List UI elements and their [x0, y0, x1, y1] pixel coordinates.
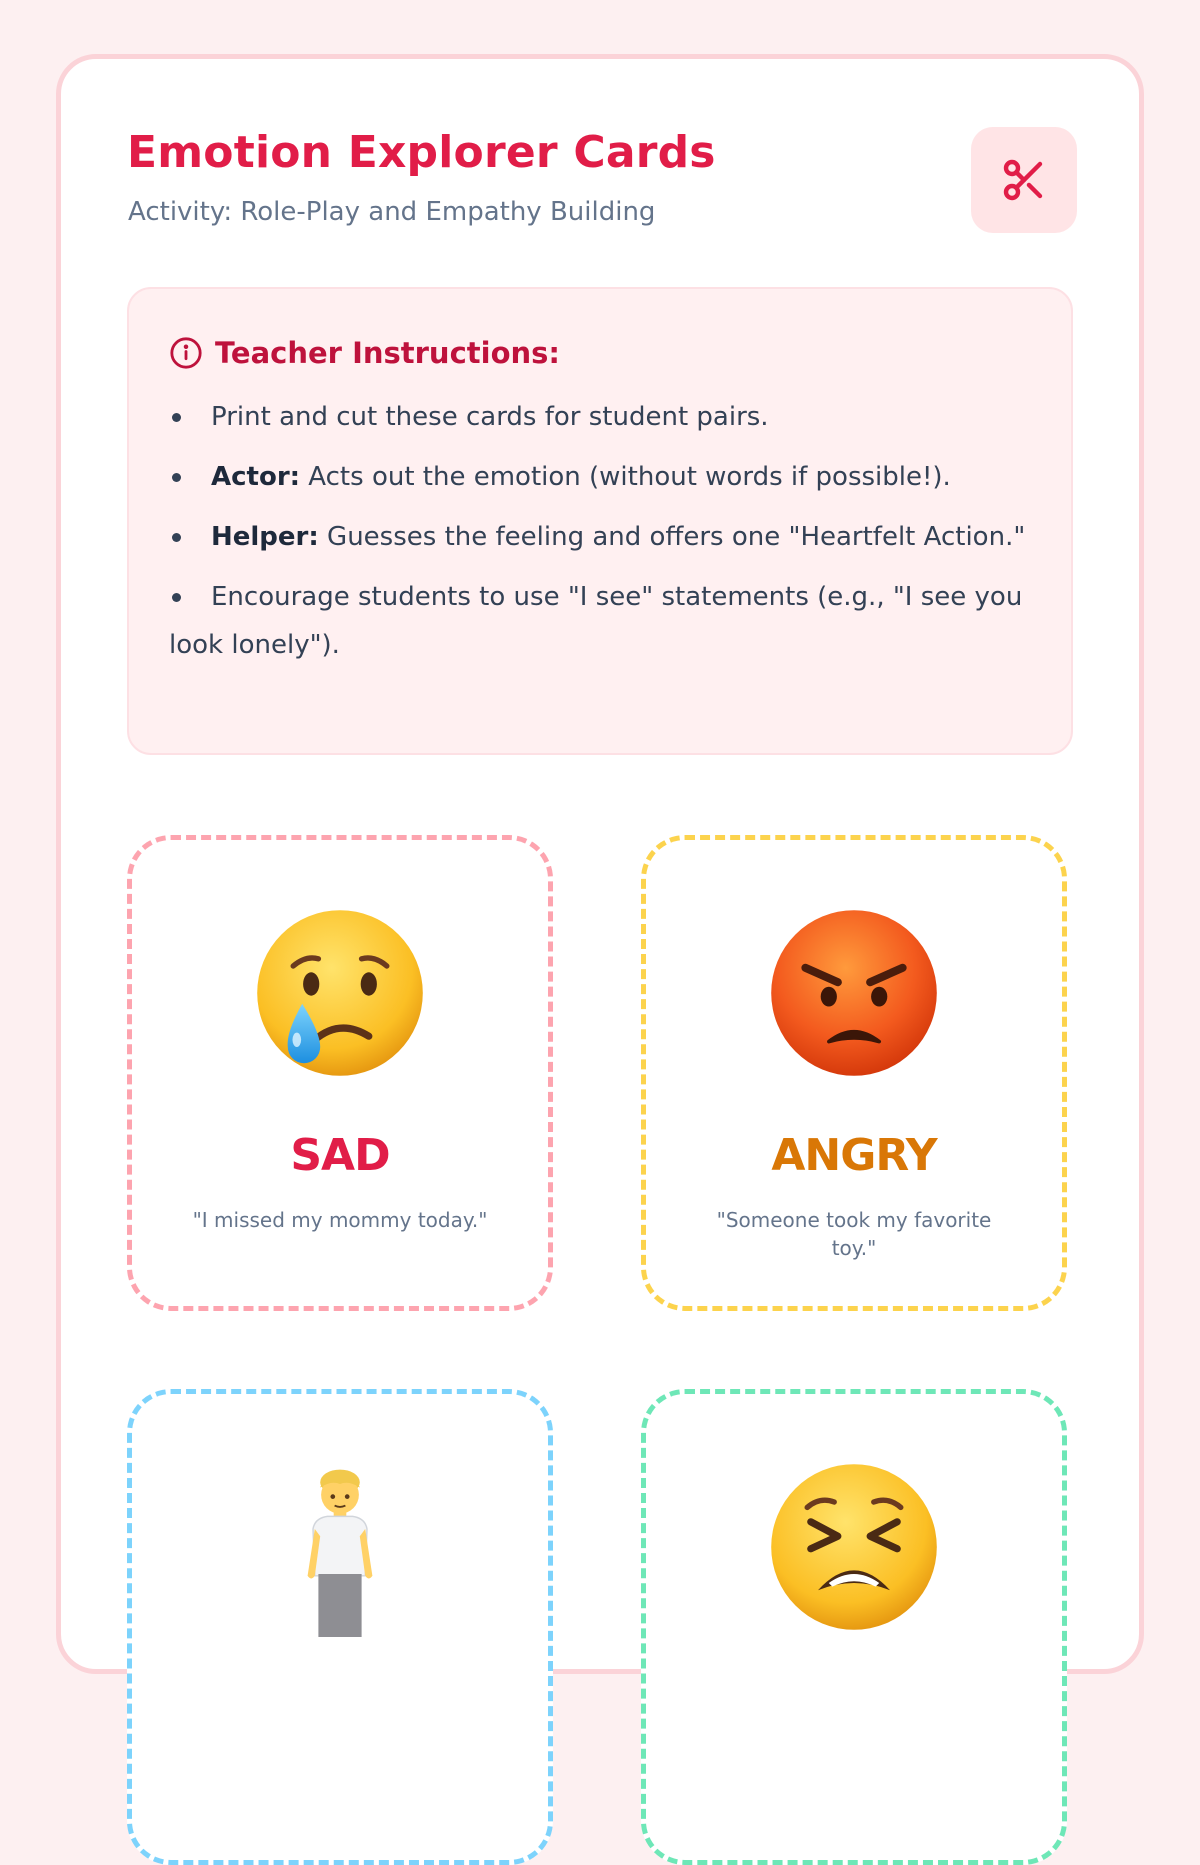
instruction-text: Acts out the emotion (without words if possible!).	[300, 462, 951, 492]
activity-sheet	[56, 54, 1144, 1674]
instructions-list	[169, 393, 1039, 681]
standing-person-icon	[250, 1457, 430, 1637]
emotion-label: ANGRY	[771, 1130, 937, 1181]
emotion-card-lonely[interactable]	[127, 1389, 553, 1865]
emotion-card-sad[interactable]	[127, 835, 553, 1311]
tired-face-icon	[764, 1457, 944, 1637]
emoji-wrapper	[132, 1454, 548, 1640]
emotion-label: SAD	[290, 1130, 390, 1181]
angry-face-icon	[764, 903, 944, 1083]
instructions-heading	[169, 333, 560, 373]
emotion-quote: "Someone took my favorite toy."	[716, 1208, 992, 1260]
emoji-wrapper	[132, 900, 548, 1086]
emotion-quote: "I missed my mommy today."	[192, 1208, 488, 1232]
cut-cards-button[interactable]	[971, 127, 1077, 233]
emoji-wrapper	[646, 1454, 1062, 1640]
list-item	[169, 393, 1039, 441]
emotion-card-angry[interactable]	[641, 835, 1067, 1311]
emoji-wrapper	[646, 900, 1062, 1086]
instructions-title: Teacher Instructions:	[215, 336, 560, 370]
page-subtitle: Activity: Role-Play and Empathy Building	[128, 197, 656, 227]
scissors-icon	[1000, 156, 1048, 204]
instruction-role: Helper:	[211, 522, 319, 552]
emotion-card-stressed[interactable]	[641, 1389, 1067, 1865]
list-item	[169, 513, 1039, 561]
page-title: Emotion Explorer Cards	[127, 127, 716, 178]
header	[127, 127, 1077, 237]
instruction-text: Encourage students to use "I see" statements (e.g., "I see you look lonely").	[169, 582, 1023, 660]
instruction-role: Actor:	[211, 462, 301, 492]
crying-face-icon	[250, 903, 430, 1083]
teacher-instructions-panel	[127, 287, 1073, 755]
list-item	[169, 573, 1039, 669]
info-icon	[169, 336, 203, 370]
instruction-text: Print and cut these cards for student pairs.	[211, 402, 769, 432]
instruction-text: Guesses the feeling and offers one "Heartfelt Action."	[318, 522, 1026, 552]
list-item	[169, 453, 1039, 501]
